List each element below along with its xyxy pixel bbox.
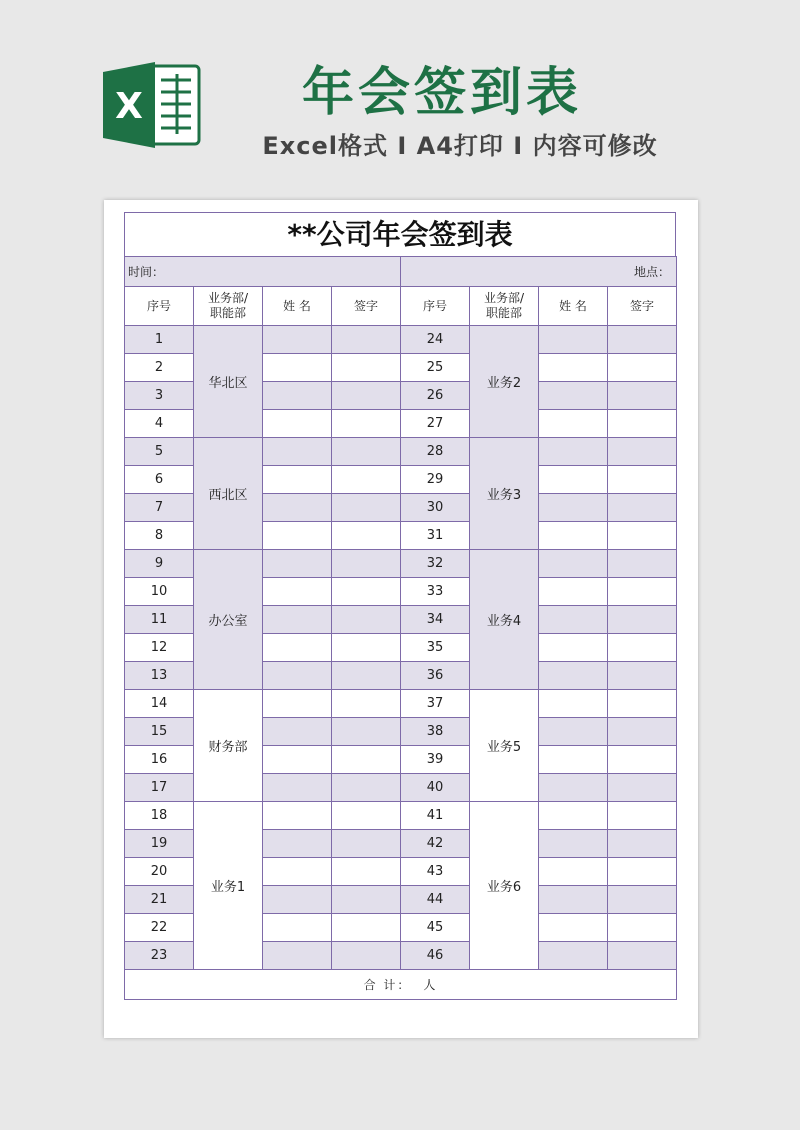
seq-cell: 20	[125, 858, 194, 886]
name-cell[interactable]	[539, 522, 608, 550]
seq-cell: 37	[401, 690, 470, 718]
signature-cell[interactable]	[332, 522, 401, 550]
seq-cell: 6	[125, 466, 194, 494]
seq-cell: 9	[125, 550, 194, 578]
dept-cell: 业务2	[470, 326, 539, 438]
seq-cell: 2	[125, 354, 194, 382]
table-row	[125, 326, 677, 354]
signature-cell[interactable]	[332, 886, 401, 914]
signature-cell[interactable]	[332, 690, 401, 718]
name-cell[interactable]	[539, 662, 608, 690]
seq-cell: 34	[401, 606, 470, 634]
name-cell[interactable]	[263, 578, 332, 606]
seq-cell: 42	[401, 830, 470, 858]
name-cell[interactable]	[539, 578, 608, 606]
signature-cell[interactable]	[332, 354, 401, 382]
name-cell[interactable]	[539, 326, 608, 354]
seq-cell: 15	[125, 718, 194, 746]
name-cell[interactable]	[263, 858, 332, 886]
col-dept-2-header: 业务部/ 职能部	[470, 287, 539, 326]
seq-cell: 29	[401, 466, 470, 494]
signature-cell[interactable]	[608, 746, 677, 774]
seq-cell: 26	[401, 382, 470, 410]
seq-cell: 28	[401, 438, 470, 466]
name-cell[interactable]	[263, 690, 332, 718]
time-field[interactable]: 时间：	[125, 257, 401, 287]
logo-letter: X	[115, 86, 143, 127]
signature-cell[interactable]	[608, 830, 677, 858]
col-sign-2-header: 签字	[608, 287, 677, 326]
table-row	[125, 438, 677, 466]
signature-cell[interactable]	[608, 802, 677, 830]
dept-cell: 办公室	[194, 550, 263, 690]
name-cell[interactable]	[263, 466, 332, 494]
seq-cell: 38	[401, 718, 470, 746]
name-cell[interactable]	[539, 494, 608, 522]
seq-cell: 46	[401, 942, 470, 970]
signature-cell[interactable]	[332, 746, 401, 774]
seq-cell: 36	[401, 662, 470, 690]
seq-cell: 45	[401, 914, 470, 942]
name-cell[interactable]	[263, 634, 332, 662]
seq-cell: 12	[125, 634, 194, 662]
signature-cell[interactable]	[608, 886, 677, 914]
seq-cell: 41	[401, 802, 470, 830]
seq-cell: 1	[125, 326, 194, 354]
signature-cell[interactable]	[608, 550, 677, 578]
seq-cell: 10	[125, 578, 194, 606]
name-cell[interactable]	[263, 942, 332, 970]
signature-cell[interactable]	[332, 466, 401, 494]
signature-cell[interactable]	[608, 942, 677, 970]
signature-cell[interactable]	[608, 606, 677, 634]
sign-in-table	[124, 256, 677, 1000]
signature-cell[interactable]	[608, 662, 677, 690]
signature-cell[interactable]	[608, 382, 677, 410]
name-cell[interactable]	[263, 914, 332, 942]
seq-cell: 3	[125, 382, 194, 410]
name-cell[interactable]	[263, 438, 332, 466]
name-cell[interactable]	[263, 774, 332, 802]
seq-cell: 25	[401, 354, 470, 382]
name-cell[interactable]	[539, 354, 608, 382]
dept-cell: 西北区	[194, 438, 263, 550]
seq-cell: 4	[125, 410, 194, 438]
table-row	[125, 802, 677, 830]
name-cell[interactable]	[539, 382, 608, 410]
signature-cell[interactable]	[332, 410, 401, 438]
signature-cell[interactable]	[332, 438, 401, 466]
page-title: 年会签到表	[301, 63, 582, 123]
signature-cell[interactable]	[332, 494, 401, 522]
seq-cell: 27	[401, 410, 470, 438]
signature-cell[interactable]	[608, 774, 677, 802]
name-cell[interactable]	[263, 886, 332, 914]
name-cell[interactable]	[263, 522, 332, 550]
col-name-2-header: 姓 名	[539, 287, 608, 326]
name-cell[interactable]	[263, 718, 332, 746]
seq-cell: 24	[401, 326, 470, 354]
dept-cell: 业务5	[470, 690, 539, 802]
signature-cell[interactable]	[608, 354, 677, 382]
seq-cell: 21	[125, 886, 194, 914]
info-row	[125, 257, 677, 287]
total-label: 合 计：	[363, 978, 412, 992]
name-cell[interactable]	[539, 606, 608, 634]
signature-cell[interactable]	[332, 802, 401, 830]
seq-cell: 18	[125, 802, 194, 830]
name-cell[interactable]	[539, 774, 608, 802]
signature-cell[interactable]	[332, 606, 401, 634]
seq-cell: 40	[401, 774, 470, 802]
col-seq-2-header: 序号	[401, 287, 470, 326]
signature-cell[interactable]	[332, 382, 401, 410]
total-row	[125, 970, 677, 1000]
signature-cell[interactable]	[608, 690, 677, 718]
seq-cell: 39	[401, 746, 470, 774]
dept-cell: 业务6	[470, 802, 539, 970]
signature-cell[interactable]	[608, 578, 677, 606]
name-cell[interactable]	[539, 410, 608, 438]
seq-cell: 22	[125, 914, 194, 942]
seq-cell: 33	[401, 578, 470, 606]
signature-cell[interactable]	[608, 718, 677, 746]
signature-cell[interactable]	[608, 494, 677, 522]
signature-cell[interactable]	[332, 662, 401, 690]
name-cell[interactable]	[263, 410, 332, 438]
seq-cell: 16	[125, 746, 194, 774]
signature-cell[interactable]	[608, 438, 677, 466]
signature-cell[interactable]	[332, 858, 401, 886]
signature-cell[interactable]	[608, 466, 677, 494]
excel-logo-icon	[103, 60, 203, 150]
signature-cell[interactable]	[332, 942, 401, 970]
name-cell[interactable]	[539, 914, 608, 942]
page-header	[0, 0, 800, 200]
name-cell[interactable]	[263, 382, 332, 410]
col-seq-header: 序号	[125, 287, 194, 326]
signature-cell[interactable]	[332, 578, 401, 606]
name-cell[interactable]	[539, 634, 608, 662]
page-subtitle: Excel格式 I A4打印 I 内容可修改	[262, 132, 658, 160]
signature-cell[interactable]	[332, 634, 401, 662]
name-cell[interactable]	[263, 606, 332, 634]
seq-cell: 8	[125, 522, 194, 550]
seq-cell: 30	[401, 494, 470, 522]
seq-cell: 14	[125, 690, 194, 718]
sheet-title: **公司年会签到表	[124, 212, 676, 256]
name-cell[interactable]	[263, 830, 332, 858]
seq-cell: 32	[401, 550, 470, 578]
seq-cell: 35	[401, 634, 470, 662]
seq-cell: 5	[125, 438, 194, 466]
name-cell[interactable]	[539, 942, 608, 970]
name-cell[interactable]	[263, 494, 332, 522]
name-cell[interactable]	[539, 438, 608, 466]
name-cell[interactable]	[539, 830, 608, 858]
place-field[interactable]: 地点：	[401, 257, 677, 287]
name-cell[interactable]	[263, 802, 332, 830]
name-cell[interactable]	[539, 718, 608, 746]
col-dept-header: 业务部/ 职能部	[194, 287, 263, 326]
name-cell[interactable]	[263, 326, 332, 354]
signature-cell[interactable]	[332, 550, 401, 578]
signature-cell[interactable]	[332, 326, 401, 354]
dept-cell: 业务4	[470, 550, 539, 690]
dept-cell: 业务3	[470, 438, 539, 550]
signature-cell[interactable]	[608, 522, 677, 550]
col-sign-header: 签字	[332, 287, 401, 326]
name-cell[interactable]	[263, 550, 332, 578]
col-name-header: 姓 名	[263, 287, 332, 326]
signature-cell[interactable]	[332, 774, 401, 802]
column-header-row	[125, 287, 677, 326]
seq-cell: 7	[125, 494, 194, 522]
name-cell[interactable]	[539, 550, 608, 578]
dept-cell: 业务1	[194, 802, 263, 970]
name-cell[interactable]	[263, 662, 332, 690]
name-cell[interactable]	[539, 746, 608, 774]
table-row	[125, 550, 677, 578]
signature-cell[interactable]	[332, 718, 401, 746]
seq-cell: 17	[125, 774, 194, 802]
name-cell[interactable]	[539, 886, 608, 914]
table-row	[125, 690, 677, 718]
seq-cell: 44	[401, 886, 470, 914]
name-cell[interactable]	[539, 802, 608, 830]
name-cell[interactable]	[263, 354, 332, 382]
dept-cell: 财务部	[194, 690, 263, 802]
signature-cell[interactable]	[608, 410, 677, 438]
seq-cell: 13	[125, 662, 194, 690]
signature-cell[interactable]	[332, 914, 401, 942]
seq-cell: 11	[125, 606, 194, 634]
seq-cell: 31	[401, 522, 470, 550]
seq-cell: 19	[125, 830, 194, 858]
total-unit: 人	[423, 978, 438, 992]
name-cell[interactable]	[263, 746, 332, 774]
name-cell[interactable]	[539, 466, 608, 494]
name-cell[interactable]	[539, 858, 608, 886]
signature-cell[interactable]	[608, 858, 677, 886]
signature-cell[interactable]	[608, 914, 677, 942]
dept-cell: 华北区	[194, 326, 263, 438]
seq-cell: 43	[401, 858, 470, 886]
seq-cell: 23	[125, 942, 194, 970]
signature-cell[interactable]	[608, 326, 677, 354]
signature-cell[interactable]	[608, 634, 677, 662]
name-cell[interactable]	[539, 690, 608, 718]
signature-cell[interactable]	[332, 830, 401, 858]
